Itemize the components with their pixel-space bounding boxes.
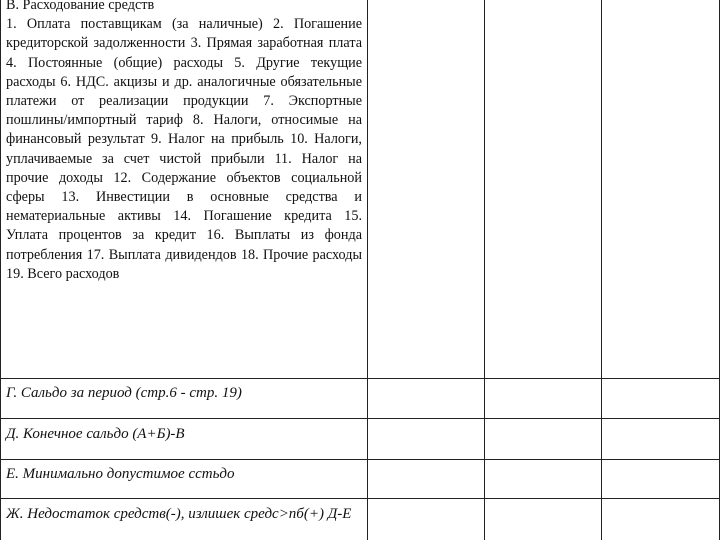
expense-item: 5. Другие текущие расходы xyxy=(6,54,363,90)
expense-item: 8. Налоги, относимые на финансовый результат xyxy=(6,112,362,148)
expense-item: 4. Постоянные (общие) расходы xyxy=(6,54,235,71)
row-border xyxy=(0,459,720,460)
row-g-label: Г. Сальдо за период (стр.6 - стр. 19) xyxy=(6,385,242,401)
expense-item: 14. Погашение кредита xyxy=(173,208,345,225)
row-zh-label: Ж. Недостаток средств(-), излишек средс>пб(+) Д-Е xyxy=(6,506,352,522)
row-d-label: Д. Конечное сальдо (А+Б)-В xyxy=(6,426,185,442)
expense-item: 7. Экспортные пошлины/импортный тариф xyxy=(6,93,363,129)
row-border xyxy=(0,418,720,419)
expense-item: 9. Налог на прибыль xyxy=(151,131,291,148)
expense-item: 3. Прямая заработная плата xyxy=(190,35,362,52)
row-border xyxy=(0,378,720,379)
expense-item: 10. Налоги, уплачиваемые за счет чистой прибыли xyxy=(6,131,362,167)
expense-item: 15. Уплата процентов за кредит xyxy=(6,208,362,244)
expense-item: 11. Налог на прочие доходы xyxy=(6,150,362,186)
expense-item: 19. Всего расходов xyxy=(6,265,120,282)
expense-item: 17. Выплата дивидендов xyxy=(86,246,241,263)
expense-list xyxy=(6,15,362,284)
expense-item: 2. Погашение кредиторской задолженности xyxy=(6,16,362,52)
expense-item: 13. Инвестиции в основные средства и нематериальные активы xyxy=(6,189,363,225)
expense-item: 12. Содержание объектов социальной сферы xyxy=(6,169,362,206)
expense-cell xyxy=(6,0,362,284)
expense-item: 16. Выплаты из фонда потребления xyxy=(6,227,362,263)
section-title: В. Расходование средств xyxy=(6,0,155,13)
row-border xyxy=(0,498,720,499)
expense-item: 6. НДС. акцизы и др. аналогичные обязательные платежи от реализации продукции xyxy=(6,73,362,110)
row-e-label: Е. Минимально допустимое сстьдо xyxy=(6,466,235,482)
expense-item: 1. Оплата поставщикам (за наличные) xyxy=(6,16,273,33)
expense-item: 18. Прочие расходы xyxy=(240,246,362,263)
